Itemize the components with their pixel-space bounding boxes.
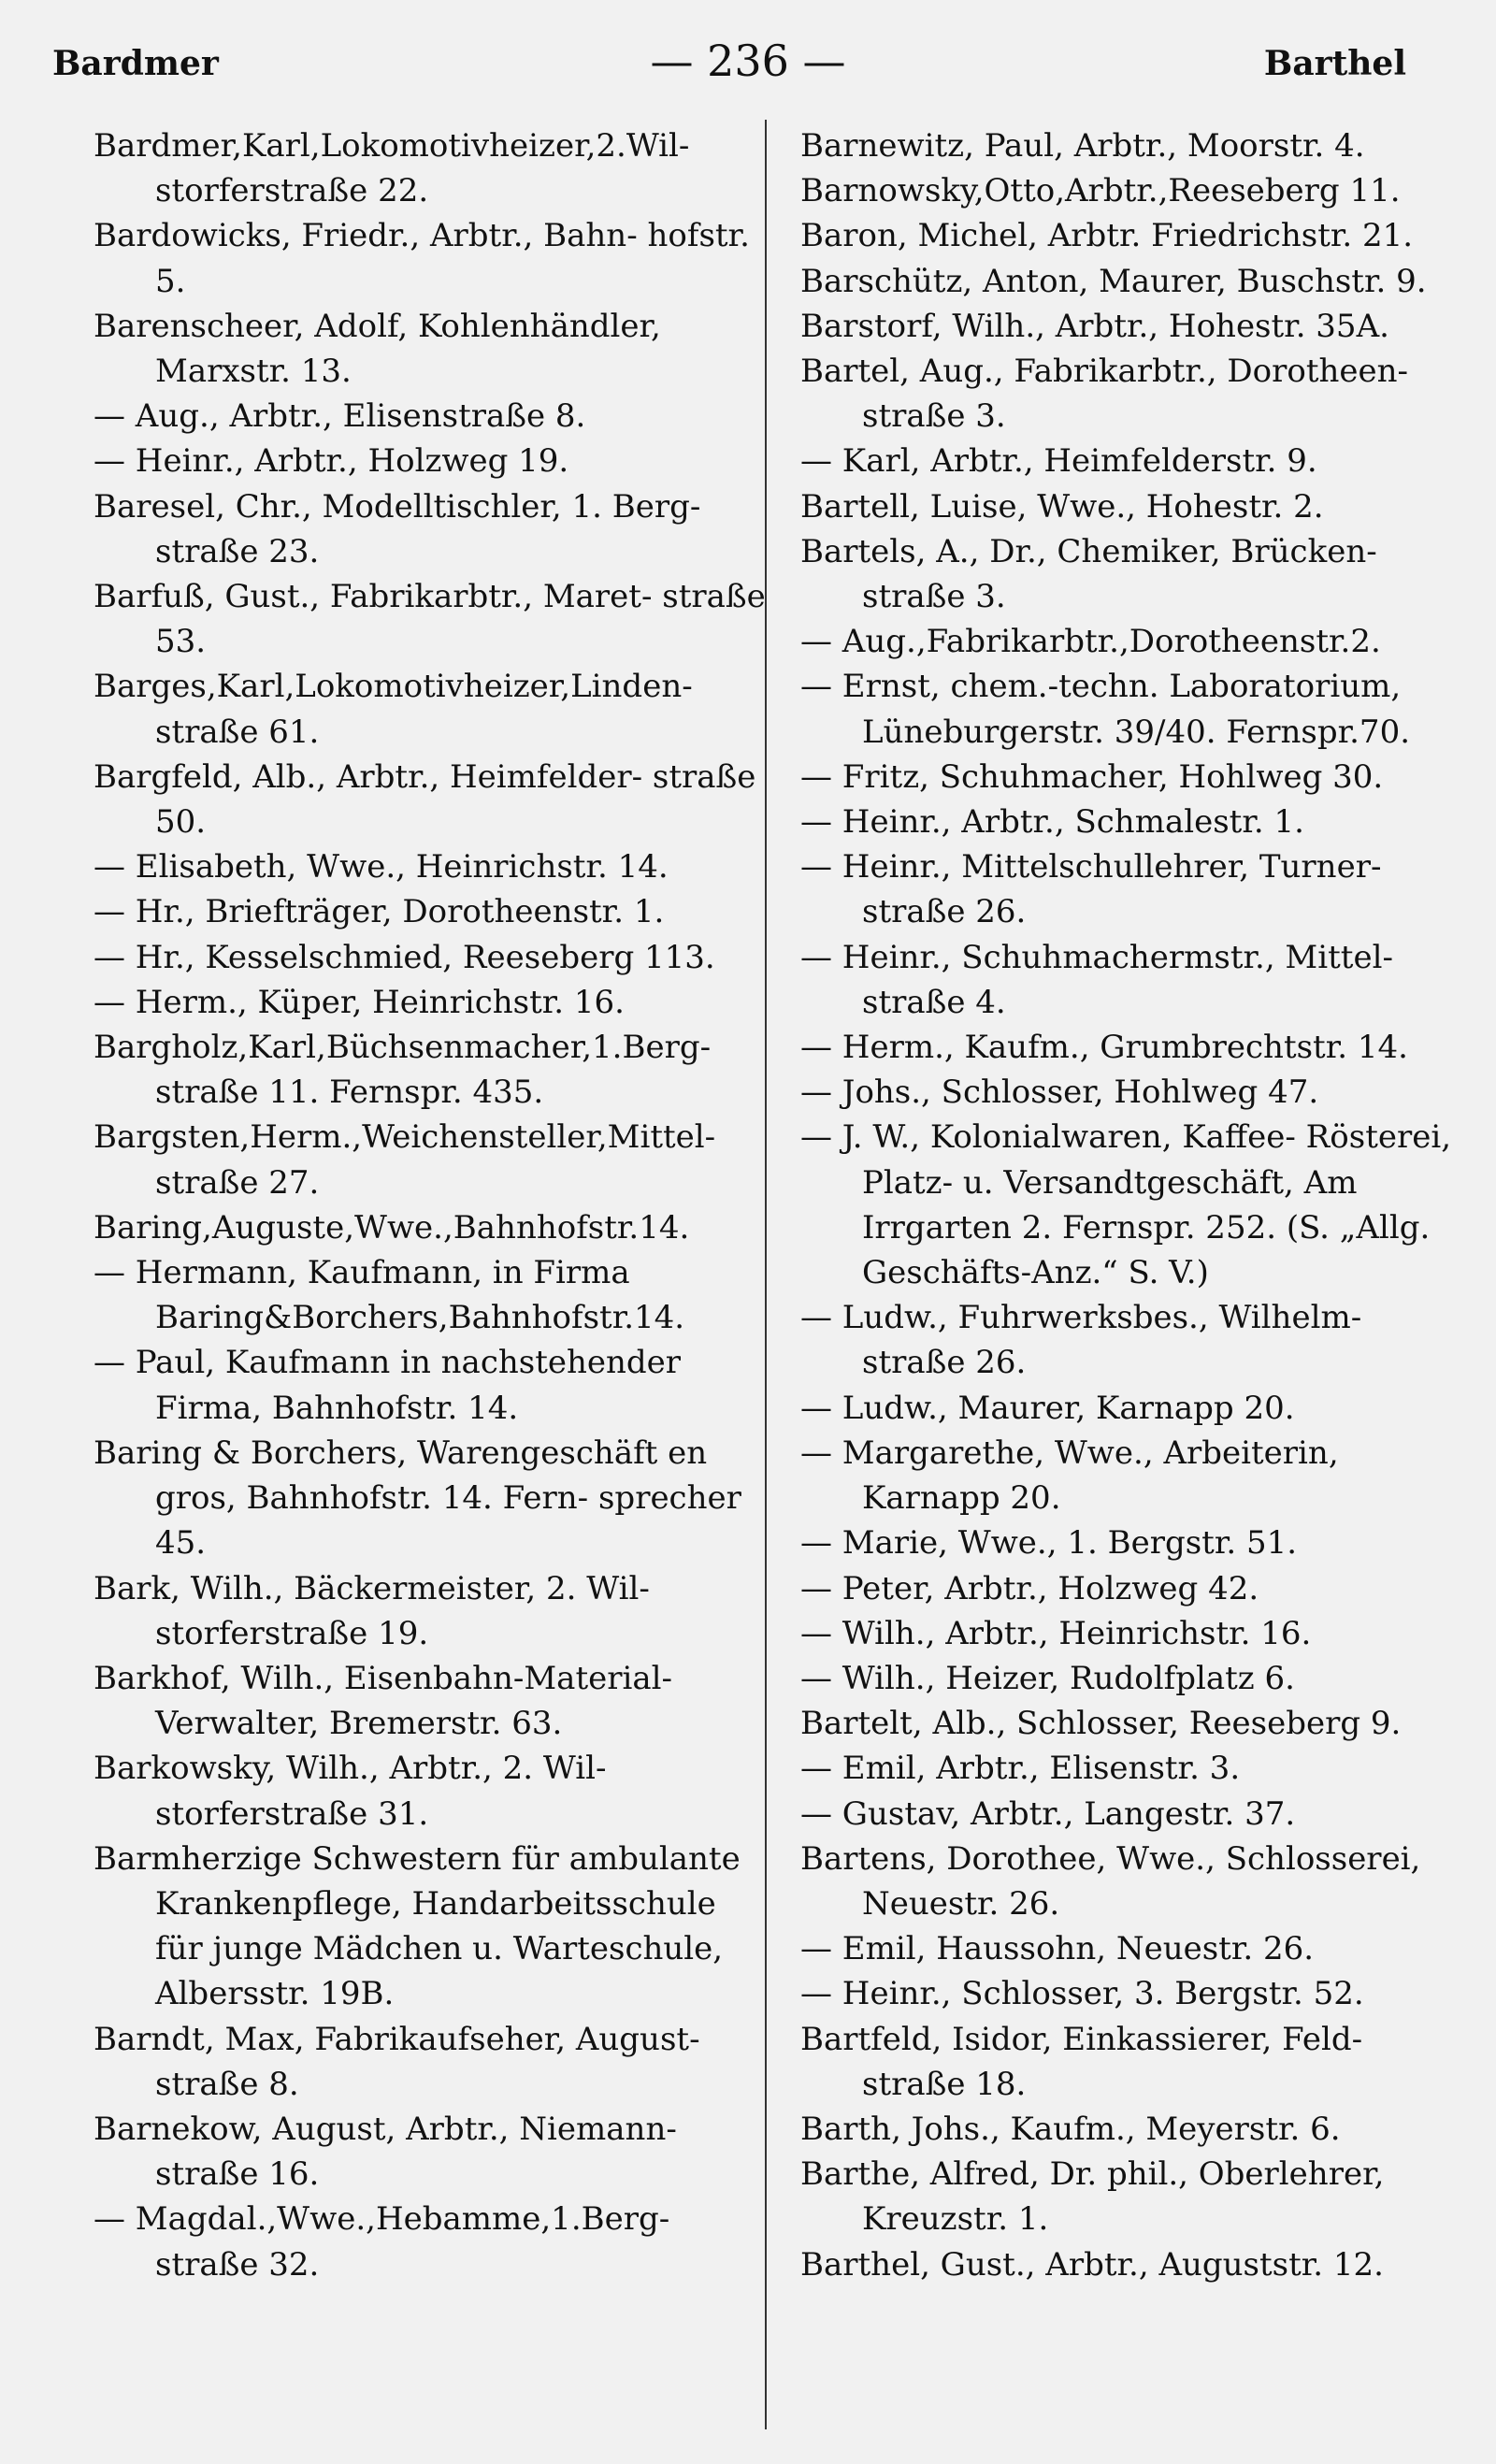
directory-entry: — Peter, Arbtr., Holzweg 42. [800,1569,1259,1607]
directory-entry: — Hermann, Kaufmann, in Firma Baring&Borchers,Bahnhofstr.14. [94,1254,685,1337]
header-first-entry: Bardmer [52,44,219,83]
directory-entry: Barfuß, Gust., Fabrikarbtr., Maret- straße 53. [94,578,766,661]
directory-entry: — Heinr., Schuhmachermstr., Mittel- straße 4. [800,938,1393,1021]
directory-entry: Bartens, Dorothee, Wwe., Schlosserei, Neuestr. 26. [800,1839,1421,1923]
directory-entry: — Ludw., Fuhrwerksbes., Wilhelm- straße 26. [800,1299,1362,1382]
directory-entry: — Heinr., Mittelschullehrer, Turner- straße 26. [800,848,1382,931]
directory-entry: Barthe, Alfred, Dr. phil., Oberlehrer, Kreuzstr. 1. [800,2155,1385,2239]
directory-entry: Bartels, A., Dr., Chemiker, Brücken- straße 3. [800,532,1377,616]
directory-entry: Bardowicks, Friedr., Arbtr., Bahn- hofstr. 5. [94,217,750,300]
directory-entry: — Hr., Briefträger, Dorotheenstr. 1. [94,893,665,931]
directory-entry: Barnowsky,Otto,Arbtr.,Reeseberg 11. [800,172,1401,210]
directory-entry: Barnekow, August, Arbtr., Niemann- straße 16. [94,2110,677,2194]
directory-entry: — Emil, Haussohn, Neuestr. 26. [800,1930,1315,1968]
directory-entry: Barnewitz, Paul, Arbtr., Moorstr. 4. [800,127,1365,165]
directory-entry: Barndt, Max, Fabrikaufseher, August- straße 8. [94,2020,700,2103]
directory-entry: — Magdal.,Wwe.,Hebamme,1.Berg- straße 32. [94,2200,670,2284]
directory-entry: — Heinr., Arbtr., Schmalestr. 1. [800,803,1304,842]
header-last-entry: Barthel [1263,44,1406,83]
page-number: — 236 — [650,36,846,86]
directory-entry: — Ernst, chem.-techn. Laboratorium, Lüneburgerstr. 39/40. Fernspr.70. [800,668,1411,751]
directory-entry: — Fritz, Schuhmacher, Hohlweg 30. [800,757,1384,796]
directory-entry: — Herm., Kaufm., Grumbrechtstr. 14. [800,1029,1408,1067]
directory-entry: Barthel, Gust., Arbtr., Auguststr. 12. [800,2245,1384,2284]
directory-entry: Barkhof, Wilh., Eisenbahn-Material- Verwalter, Bremerstr. 63. [94,1659,672,1743]
directory-entry: Bargholz,Karl,Büchsenmacher,1.Berg- straße 11. Fernspr. 435. [94,1029,712,1112]
directory-entry: — Johs., Schlosser, Hohlweg 47. [800,1073,1319,1112]
directory-entry: Barth, Johs., Kaufm., Meyerstr. 6. [800,2110,1341,2148]
directory-entry: — Marie, Wwe., 1. Bergstr. 51. [800,1524,1298,1563]
directory-entry: Baring,Auguste,Wwe.,Bahnhofstr.14. [94,1208,690,1246]
directory-entry: — Emil, Arbtr., Elisenstr. 3. [800,1750,1241,1788]
directory-entry: — Elisabeth, Wwe., Heinrichstr. 14. [94,848,669,886]
directory-entry: — Margarethe, Wwe., Arbeiterin, Karnapp 20. [800,1434,1339,1518]
directory-entry: — Aug.,Fabrikarbtr.,Dorotheenstr.2. [800,623,1381,661]
directory-entry: Baring & Borchers, Warengeschäft en gros, Bahnhofstr. 14. Fern- sprecher 45. [94,1434,741,1563]
directory-entry: Bark, Wilh., Bäckermeister, 2. Wil- storferstraße 19. [94,1569,650,1652]
directory-entry: Bargsten,Herm.,Weichensteller,Mittel- straße 27. [94,1118,716,1202]
directory-entry: Baron, Michel, Arbtr. Friedrichstr. 21. [800,217,1414,255]
directory-entry: — Herm., Küper, Heinrichstr. 16. [94,983,625,1021]
directory-entry: — J. W., Kolonialwaren, Kaffee- Rösterei, Platz- u. Versandtgeschäft, Am Irrgarten 2. Fernspr. 252. (S. „Allg. Geschäfts-Anz.“ S. V.) [800,1118,1452,1292]
left-column [94,123,771,2287]
directory-entry: Barschütz, Anton, Maurer, Buschstr. 9. [800,262,1427,300]
directory-entry: Barenscheer, Adolf, Kohlenhändler, Marxstr. 13. [94,307,661,391]
directory-entry: Barges,Karl,Lokomotivheizer,Linden- straße 61. [94,668,693,751]
directory-entry: — Wilh., Heizer, Rudolfplatz 6. [800,1659,1295,1697]
directory-entry: Bartell, Luise, Wwe., Hohestr. 2. [800,487,1324,526]
directory-entry: — Heinr., Arbtr., Holzweg 19. [94,442,569,481]
directory-entry: Bartelt, Alb., Schlosser, Reeseberg 9. [800,1705,1402,1743]
directory-entry: — Aug., Arbtr., Elisenstraße 8. [94,397,586,436]
directory-entry: — Ludw., Maurer, Karnapp 20. [800,1389,1295,1427]
directory-entry: Bardmer,Karl,Lokomotivheizer,2.Wil- storferstraße 22. [94,127,690,210]
directory-entry: Baresel, Chr., Modelltischler, 1. Berg- straße 23. [94,487,701,570]
directory-entry: Bargfeld, Alb., Arbtr., Heimfelder- straße 50. [94,757,756,842]
directory-entry: Bartel, Aug., Fabrikarbtr., Dorotheen- straße 3. [800,353,1409,436]
running-header [0,0,1496,94]
directory-entry: — Wilh., Arbtr., Heinrichstr. 16. [800,1614,1312,1652]
directory-entry: Bartfeld, Isidor, Einkassierer, Feld- straße 18. [800,2020,1363,2103]
directory-entry: — Paul, Kaufmann in nachstehender Firma, Bahnhofstr. 14. [94,1344,682,1427]
directory-entry: — Heinr., Schlosser, 3. Bergstr. 52. [800,1975,1364,2013]
directory-entry: Barmherzige Schwestern für ambulante Krankenpflege, Handarbeitsschule für junge Mädchen u. Warteschule, Albersstr. 19B. [94,1839,741,2013]
directory-entry: — Gustav, Arbtr., Langestr. 37. [800,1794,1296,1833]
directory-entry: Barkowsky, Wilh., Arbtr., 2. Wil- storferstraße 31. [94,1750,607,1833]
directory-entry: — Karl, Arbtr., Heimfelderstr. 9. [800,442,1317,481]
directory-entry: Barstorf, Wilh., Arbtr., Hohestr. 35A. [800,307,1389,345]
right-column [800,123,1455,2287]
directory-entry: — Hr., Kesselschmied, Reeseberg 113. [94,938,715,976]
